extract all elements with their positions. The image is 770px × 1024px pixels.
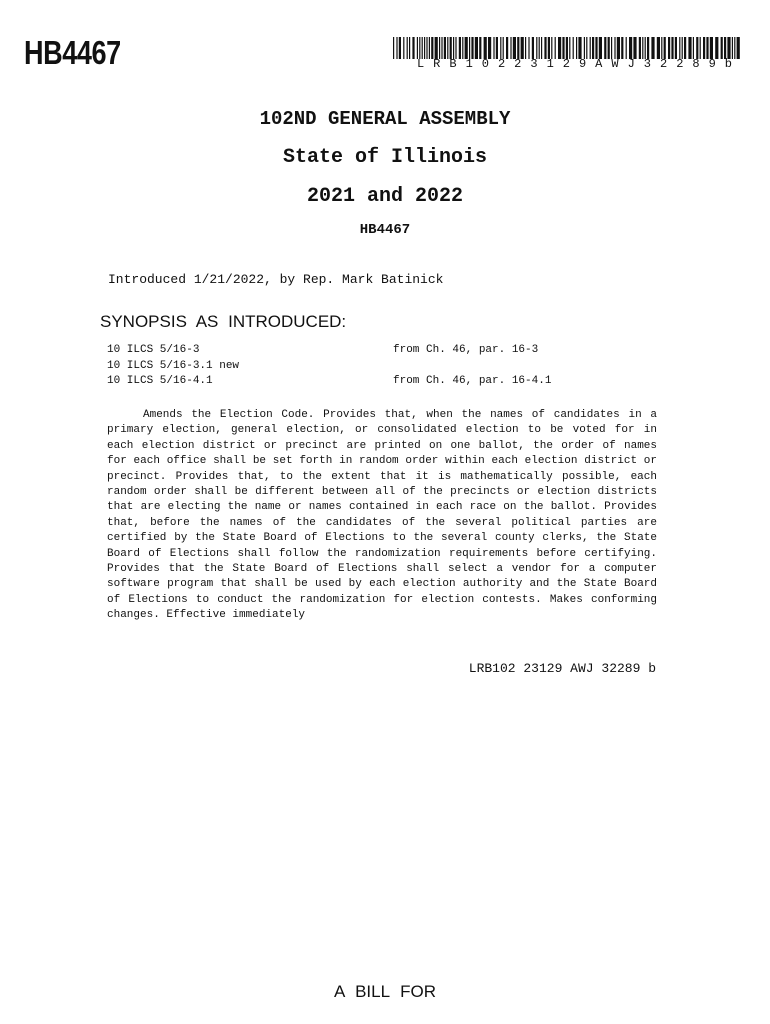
introduced-line: Introduced 1/21/2022, by Rep. Mark Batinick bbox=[108, 272, 444, 287]
years-heading: 2021 and 2022 bbox=[306, 185, 464, 208]
citation-row bbox=[107, 343, 587, 359]
synopsis-text: Amends the Election Code. Provides that, when the names of candidates in a primary election, general election, or consolidated election to be voted for in each election district or precinct are printed on one ballot, the order of names for each office shall be set forth in random order within each election district or precinct. Provides that, to the extent that it is mathematically possible, each random order shall be different between all of the precincts or election districts that are electing the name or names contained in each race on the ballot. Provides that, before the names of the candidates of the several political parties are certified by the State Board of Elections to the several county clerks, the State Board of Elections shall follow the randomization requirements before certifying. Provides that the State Board of Elections shall select a vendor for a computer software program that shall be used by each election authority and the State Board of Elections to conduct the randomization for election contests. Makes conforming changes. Effective immediately bbox=[107, 409, 657, 622]
citation-row bbox=[107, 359, 587, 375]
bill-for-text: A BILL FOR bbox=[333, 982, 437, 1001]
citation-from: from Ch. 46, par. 16-3 bbox=[393, 344, 539, 356]
bill-heading: HB4467 bbox=[359, 222, 411, 238]
synopsis-heading: SYNOPSIS AS INTRODUCED: bbox=[100, 312, 347, 331]
state-heading: State of Illinois bbox=[282, 146, 488, 169]
assembly-heading: 102ND GENERAL ASSEMBLY bbox=[259, 108, 511, 130]
barcode-text: LRB10223129AWJ32289b bbox=[416, 57, 741, 71]
barcode bbox=[393, 37, 741, 71]
bill-number: HB4467 bbox=[24, 34, 121, 71]
citation-list bbox=[107, 343, 587, 390]
citation-ilcs: 10 ILCS 5/16-4.1 bbox=[107, 375, 213, 387]
citation-ilcs: 10 ILCS 5/16-3 bbox=[107, 344, 200, 356]
citation-ilcs: 10 ILCS 5/16-3.1 new bbox=[107, 359, 240, 372]
lrb-number: LRB102 23129 AWJ 32289 b bbox=[468, 661, 656, 676]
citation-from: from Ch. 46, par. 16-4.1 bbox=[393, 375, 552, 387]
citation-row bbox=[107, 374, 587, 390]
barcode-image bbox=[393, 37, 741, 59]
